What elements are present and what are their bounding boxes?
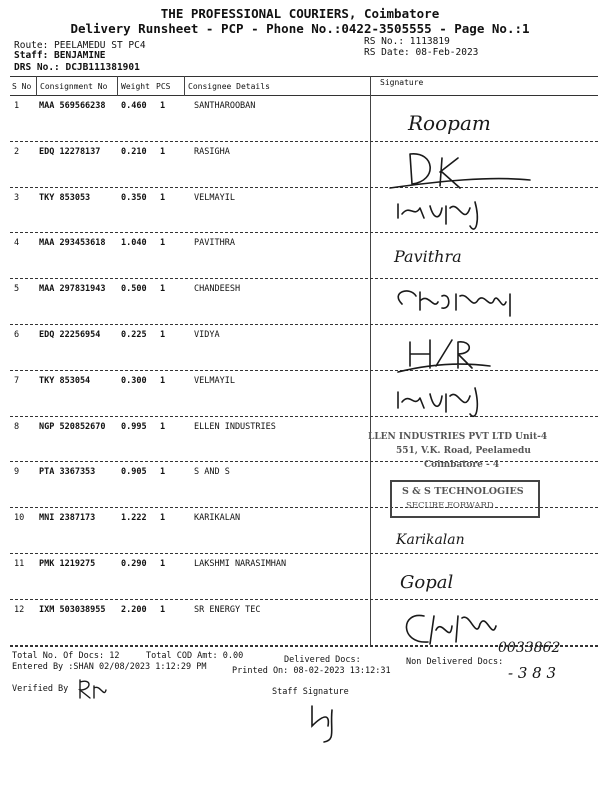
cell-weight: 0.210 bbox=[121, 146, 147, 157]
ellen-stamp-line2: 551, V.K. Road, Peelamedu bbox=[396, 446, 531, 456]
verified-signature bbox=[74, 676, 114, 702]
cell-pcs: 1 bbox=[160, 421, 166, 432]
total-cod: Total COD Amt: 0.00 bbox=[146, 651, 244, 661]
rs-date: RS Date: 08-Feb-2023 bbox=[364, 47, 479, 58]
ss-stamp-line1: S & S TECHNOLOGIES bbox=[402, 486, 524, 497]
signature-row7 bbox=[398, 388, 477, 416]
non-delivered-docs: Non Delivered Docs: bbox=[406, 657, 504, 667]
cell-consignment: EDQ 12278137 bbox=[39, 146, 101, 157]
cell-consignee: CHANDEESH bbox=[194, 284, 241, 295]
cell-weight: 0.500 bbox=[121, 284, 147, 295]
cell-pcs: 1 bbox=[160, 330, 166, 340]
cell-consignment: NGP 520852670 bbox=[39, 421, 106, 432]
cell-consignee: LAKSHMI NARASIMHAN bbox=[194, 559, 287, 569]
cell-weight: 0.460 bbox=[121, 101, 147, 111]
signature-row6 bbox=[398, 340, 490, 372]
cell-consignee: SR ENERGY TEC bbox=[194, 604, 261, 615]
cell-sno: 10 bbox=[14, 513, 25, 524]
cell-sno: 8 bbox=[14, 421, 20, 432]
drs-number: DRS No.: DCJB111381901 bbox=[14, 62, 140, 73]
cell-pcs: 1 bbox=[160, 146, 166, 157]
company-title: THE PROFESSIONAL COURIERS, Coimbatore bbox=[160, 6, 440, 21]
ellen-stamp-line3: Coimbatore - 4 bbox=[424, 460, 500, 470]
cell-consignee: VELMAYIL bbox=[194, 375, 235, 386]
cell-consignment: PTA 3367353 bbox=[39, 467, 96, 478]
col-consignment: Consignment No bbox=[40, 82, 108, 91]
runsheet-subtitle: Delivery Runsheet - PCP - Phone No.:0422-3505555 - Page No.:1 bbox=[70, 21, 530, 36]
verified-by: Verified By bbox=[12, 684, 69, 694]
total-docs: Total No. Of Docs: 12 bbox=[12, 651, 120, 661]
cell-pcs: 1 bbox=[160, 604, 166, 615]
cell-sno: 3 bbox=[14, 192, 20, 203]
cell-pcs: 1 bbox=[160, 238, 166, 249]
handwritten-total-note: 0033862 bbox=[498, 640, 561, 656]
ss-stamp-line2: SECURE FORWARD bbox=[406, 501, 494, 511]
cell-consignee: ELLEN INDUSTRIES bbox=[194, 421, 276, 432]
cell-sno: 12 bbox=[14, 604, 25, 615]
signature-row3 bbox=[398, 202, 477, 229]
cell-pcs: 1 bbox=[160, 101, 166, 111]
entered-by: Entered By :SHAN 02/08/2023 1:12:29 PM bbox=[12, 662, 207, 672]
col-weight: Weight bbox=[121, 82, 150, 91]
cell-weight: 0.300 bbox=[121, 375, 147, 386]
signature-row10: Karikalan bbox=[396, 532, 465, 548]
table-top-rule bbox=[10, 76, 598, 77]
signature-row1: Roopam bbox=[408, 111, 491, 135]
cell-sno: 6 bbox=[14, 330, 20, 340]
signature-row4: Pavithra bbox=[394, 247, 462, 266]
column-divider bbox=[184, 76, 185, 96]
cell-consignment: MNI 2387173 bbox=[39, 513, 96, 524]
staff-label: Staff: BENJAMINE bbox=[14, 50, 106, 61]
cell-sno: 4 bbox=[14, 238, 20, 249]
cell-weight: 1.040 bbox=[121, 238, 147, 249]
rs-number: RS No.: 1113819 bbox=[364, 36, 450, 47]
delivered-docs: Delivered Docs: bbox=[284, 655, 361, 665]
cell-weight: 0.225 bbox=[121, 330, 147, 340]
signature-row5 bbox=[398, 291, 510, 316]
route-label: Route: PEELAMEDU ST PC4 bbox=[14, 40, 146, 51]
cell-sno: 11 bbox=[14, 559, 25, 569]
cell-weight: 2.200 bbox=[121, 604, 147, 615]
cell-weight: 0.905 bbox=[121, 467, 147, 478]
cell-weight: 0.290 bbox=[121, 559, 147, 569]
cell-consignee: VELMAYIL bbox=[194, 192, 235, 203]
ss-stamp-box bbox=[390, 480, 540, 518]
cell-pcs: 1 bbox=[160, 559, 166, 569]
cell-pcs: 1 bbox=[160, 284, 166, 295]
col-consignee: Consignee Details bbox=[188, 82, 270, 91]
cell-pcs: 1 bbox=[160, 375, 166, 386]
cell-consignee: RASIGHA bbox=[194, 146, 230, 157]
signatures-layer bbox=[380, 96, 600, 656]
col-signature: Signature bbox=[380, 78, 424, 87]
cell-consignment: MAA 569566238 bbox=[39, 101, 106, 111]
cell-consignment: TKY 853054 bbox=[39, 375, 91, 386]
staff-signature-label: Staff Signature bbox=[272, 687, 349, 697]
staff-signature bbox=[300, 700, 350, 744]
signature-row12 bbox=[406, 615, 496, 644]
printed-on: Printed On: 08-02-2023 13:12:31 bbox=[232, 666, 391, 676]
handwritten-nondelivered-note: - 3 8 3 bbox=[508, 664, 557, 682]
cell-consignee: S AND S bbox=[194, 467, 230, 478]
column-divider bbox=[117, 76, 118, 96]
cell-consignment: MAA 297831943 bbox=[39, 284, 106, 295]
cell-pcs: 1 bbox=[160, 467, 166, 478]
cell-sno: 9 bbox=[14, 467, 20, 478]
cell-consignee: SANTHAROOBAN bbox=[194, 101, 256, 111]
cell-sno: 5 bbox=[14, 284, 20, 295]
cell-consignment: MAA 293453618 bbox=[39, 238, 106, 249]
cell-weight: 0.995 bbox=[121, 421, 147, 432]
cell-consignee: KARIKALAN bbox=[194, 513, 241, 524]
signature-row2 bbox=[390, 154, 530, 188]
cell-pcs: 1 bbox=[160, 192, 166, 203]
cell-consignment: PMK 1219275 bbox=[39, 559, 96, 569]
cell-pcs: 1 bbox=[160, 513, 166, 524]
cell-consignee: VIDYA bbox=[194, 330, 220, 340]
cell-weight: 1.222 bbox=[121, 513, 147, 524]
signature-row11: Gopal bbox=[400, 572, 454, 593]
ellen-stamp-line1: LLEN INDUSTRIES PVT LTD Unit-4 bbox=[368, 432, 548, 442]
cell-sno: 1 bbox=[14, 101, 20, 111]
cell-consignee: PAVITHRA bbox=[194, 238, 235, 249]
cell-sno: 7 bbox=[14, 375, 20, 386]
col-pcs: PCS bbox=[156, 82, 171, 91]
cell-weight: 0.350 bbox=[121, 192, 147, 203]
cell-consignment: EDQ 22256954 bbox=[39, 330, 101, 340]
cell-consignment: IXM 503038955 bbox=[39, 604, 106, 615]
col-sno: S No bbox=[12, 82, 32, 91]
footer-rule bbox=[10, 646, 598, 647]
cell-sno: 2 bbox=[14, 146, 20, 157]
column-divider bbox=[36, 76, 37, 96]
cell-consignment: TKY 853053 bbox=[39, 192, 91, 203]
